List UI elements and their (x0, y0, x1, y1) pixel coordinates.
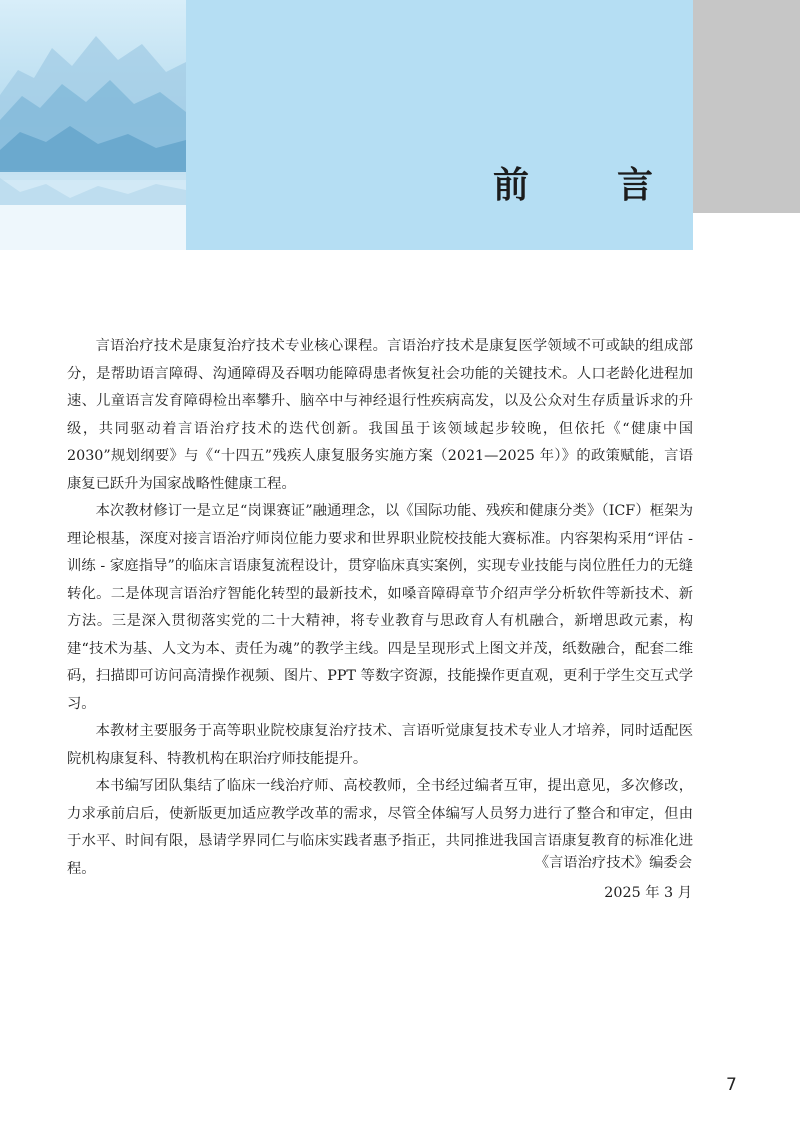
paragraph: 本书编写团队集结了临床一线治疗师、高校教师，全书经过编者互审，提出意见，多次修改，力求承前启后，使新版更加适应教学改革的需求，尽管全体编写人员努力进行了整合和审定，但由于水平、时间有限，恳请学界同仁与临床实践者惠予指正，共同推进我国言语康复教育的标准化进程。 (67, 778, 693, 877)
paragraph: 本次教材修订一是立足“岗课赛证”融通理念，以《国际功能、残疾和健康分类》（ICF）框架为理论根基，深度对接言语治疗师岗位能力要求和世界职业院校技能大赛标准。内容架构采用“评估 - 训练 - 家庭指导”的临床言语康复流程设计，贯穿临床真实案例，实现专业技能与岗位胜任力的无缝转化。二是体现言语治疗智能化转型的最新技术，如嗓音障碍章节介绍声学分析软件等新技术、新方法。三是深入贯彻落实党的二十大精神，将专业教育与思政育人有机融合，新增思政元素，构建“技术为基、人文为本、责任为魂”的教学主线。四是呈现形式上图文并茂，纸数融合，配套二维码，扫描即可访问高清操作视频、图片、PPT 等数字资源，技能操作更直观，更利于学生交互式学习。 (67, 503, 693, 712)
page-number: 7 (726, 1075, 737, 1095)
preface-body (67, 333, 693, 883)
mountain-landscape-image (0, 0, 186, 250)
signature-date: 2025 年 3 月 (604, 885, 692, 901)
paragraph: 本教材主要服务于高等职业院校康复治疗技术、言语听觉康复技术专业人才培养，同时适配医院机构康复科、特教机构在职治疗师技能提升。 (67, 723, 693, 767)
paragraph: 言语治疗技术是康复治疗技术专业核心课程。言语治疗技术是康复医学领域不可或缺的组成部分，是帮助语言障碍、沟通障碍及吞咽功能障碍患者恢复社会功能的关键技术。人口老龄化进程加速、儿童语言发育障碍检出率攀升、脑卒中与神经退行性疾病高发，以及公众对生存质量诉求的升级，共同驱动着言语治疗技术的迭代创新。我国虽于该领域起步较晚，但依托《“健康中国 2030”规划纲要》与《“十四五”残疾人康复服务实施方案（2021—2025 年）》的政策赋能，言语康复已跃升为国家战略性健康工程。 (67, 338, 693, 492)
signature-block (535, 848, 692, 908)
page-title: 前 言 (493, 164, 680, 206)
signature-author: 《言语治疗技术》编委会 (534, 855, 692, 871)
side-tab (693, 0, 800, 213)
